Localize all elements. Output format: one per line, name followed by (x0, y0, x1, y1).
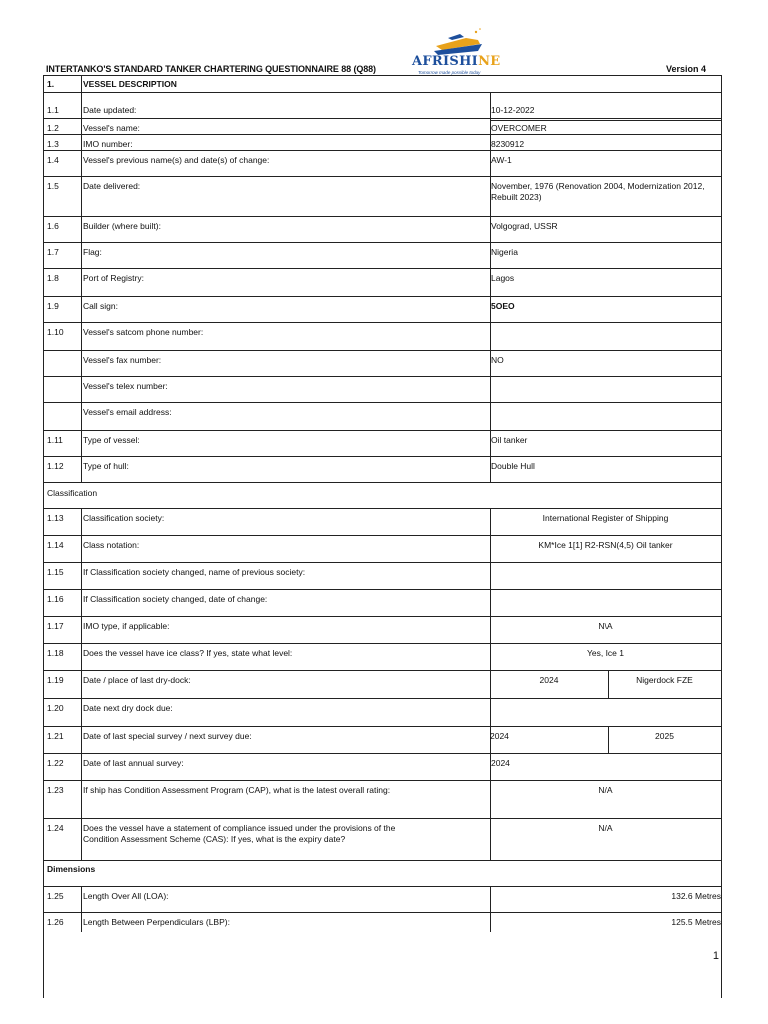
table-column-rule (81, 322, 82, 350)
table-column-rule (490, 589, 491, 616)
row-number: 1.23 (47, 785, 64, 795)
table-column-rule (721, 75, 722, 998)
row-label: Type of hull: (83, 461, 129, 471)
table-column-rule (81, 726, 82, 753)
table-column-rule (81, 430, 82, 456)
table-column-rule (81, 535, 82, 562)
row-number: 1.24 (47, 823, 64, 833)
row-number: 1.14 (47, 540, 64, 550)
row-number: 1.10 (47, 327, 64, 337)
row-number: 1.18 (47, 648, 64, 658)
dimensions-heading: Dimensions (47, 864, 96, 874)
table-rule (43, 150, 721, 151)
row-label: Vessel's satcom phone number: (83, 327, 204, 337)
row-value: KM*Ice 1[1] R2-RSN(4,5) Oil tanker (538, 540, 673, 550)
table-rule (43, 430, 721, 431)
row-label: Length Over All (LOA): (83, 891, 169, 901)
row-value: Nigeria (491, 247, 518, 257)
row-label: Date of last special survey / next survey due: (83, 731, 252, 741)
table-column-rule (490, 698, 491, 726)
logo-wordmark: AFRISHINE (412, 54, 501, 69)
row-value: 2024 (539, 675, 559, 685)
row-label: Date / place of last dry-dock: (83, 675, 191, 685)
row-number: 1.5 (47, 181, 59, 191)
row-number: 1.25 (47, 891, 64, 901)
table-column-rule (81, 92, 82, 118)
row-number: 1.21 (47, 731, 64, 741)
row-label: Date delivered: (83, 181, 141, 191)
row-label: Vessel's telex number: (83, 381, 168, 391)
row-label: Flag: (83, 247, 102, 257)
table-rule (43, 616, 721, 617)
row-value: OVERCOMER (491, 123, 547, 133)
table-column-rule (81, 753, 82, 780)
row-number: 1.19 (47, 675, 64, 685)
table-rule (43, 886, 721, 887)
table-column-rule (490, 322, 491, 350)
row-value: 2024 (490, 731, 509, 741)
table-rule (43, 780, 721, 781)
document-title: INTERTANKO'S STANDARD TANKER CHARTERING QUESTIONNAIRE 88 (Q88) (46, 64, 376, 74)
row-value: Double Hull (491, 461, 535, 471)
table-column-rule (81, 643, 82, 670)
table-column-rule (490, 402, 491, 430)
table-column-rule (81, 456, 82, 482)
row-value: NO (491, 355, 504, 365)
table-column-rule (81, 616, 82, 643)
table-rule (43, 242, 721, 243)
row-number: 1.26 (47, 917, 64, 927)
row-value: Yes, Ice 1 (586, 648, 625, 658)
row-number: 1.8 (47, 273, 59, 283)
row-number: 1.11 (47, 435, 63, 445)
row-number: 1.22 (47, 758, 64, 768)
section-title: VESSEL DESCRIPTION (83, 79, 177, 89)
table-rule (43, 860, 721, 861)
table-rule (43, 535, 721, 536)
row-value: Volgograd, USSR (491, 221, 558, 231)
row-label: IMO type, if applicable: (83, 621, 170, 631)
row-number: 1.13 (47, 513, 64, 523)
table-rule (43, 818, 721, 819)
table-column-rule (81, 818, 82, 860)
row-label: Does the vessel have ice class? If yes, state what level: (83, 648, 293, 658)
row-label: Type of vessel: (83, 435, 140, 445)
row-number: 1.15 (47, 567, 64, 577)
row-number: 1.12 (47, 461, 64, 471)
table-rule (43, 456, 721, 457)
row-label: If ship has Condition Assessment Program (CAP), what is the latest overall rating: (83, 785, 391, 795)
row-label: Vessel's name: (83, 123, 140, 133)
row-number: 1.1 (47, 105, 59, 115)
table-column-rule (81, 75, 82, 92)
row-value: N/A (598, 785, 613, 795)
table-column-rule (81, 268, 82, 296)
table-rule (43, 670, 721, 671)
row-number: 1.20 (47, 703, 64, 713)
row-number: 1.7 (47, 247, 59, 257)
row-label: Length Between Perpendiculars (LBP): (83, 917, 230, 927)
row-number: 1.4 (47, 155, 59, 165)
row-label: Vessel's fax number: (83, 355, 162, 365)
row-value-2: 2025 (655, 731, 674, 741)
table-rule (43, 216, 721, 217)
table-rule (43, 562, 721, 563)
table-column-rule (81, 296, 82, 322)
row-label: Date next dry dock due: (83, 703, 173, 713)
page-number: 1 (712, 950, 719, 962)
row-value: 125.5 Metres (671, 917, 721, 927)
row-number: 1.3 (47, 139, 59, 149)
table-column-rule (81, 912, 82, 932)
row-number: 1.9 (47, 301, 59, 311)
row-value: International Register of Shipping (542, 513, 669, 523)
row-label: Vessel's previous name(s) and date(s) of change: (83, 155, 270, 165)
row-label: Call sign: (83, 301, 118, 311)
table-rule (43, 698, 721, 699)
section-number: 1. (47, 79, 55, 89)
row-label: Date of last annual survey: (83, 758, 184, 768)
row-label: Does the vessel have a statement of compliance issued under the provisions of the Condition Assessment Scheme (CAS): If yes, what is the expiry date? (83, 823, 396, 844)
table-rule (43, 350, 721, 351)
table-column-rule (81, 150, 82, 176)
table-rule (43, 402, 721, 403)
table-rule (43, 482, 721, 483)
table-rule (490, 120, 721, 121)
row-label: Builder (where built): (83, 221, 161, 231)
row-value: 8230912 (491, 139, 525, 149)
row-value: 132.6 Metres (671, 891, 721, 901)
row-value: N/A (598, 823, 613, 833)
table-rule (43, 176, 721, 177)
row-value: 10-12-2022 (491, 105, 535, 115)
row-value: AW-1 (491, 155, 512, 165)
table-column-rule (81, 698, 82, 726)
table-rule (43, 376, 721, 377)
classification-heading: Classification (47, 488, 98, 498)
row-label: Date updated: (83, 105, 137, 115)
table-column-rule (81, 402, 82, 430)
row-value: 2024 (491, 758, 510, 768)
table-rule (43, 508, 721, 509)
table-column-rule (81, 242, 82, 268)
table-column-rule (81, 176, 82, 216)
table-rule (43, 726, 721, 727)
row-label: If Classification society changed, date of change: (83, 594, 268, 604)
table-rule (43, 268, 721, 269)
row-value: 5OEO (491, 301, 515, 311)
row-label: Port of Registry: (83, 273, 144, 283)
table-rule (43, 296, 721, 297)
row-value: Oil tanker (491, 435, 528, 445)
logo-tagline: Tomorrow made possible today (418, 70, 481, 75)
table-rule (43, 589, 721, 590)
table-column-rule (490, 562, 491, 589)
table-rule (43, 753, 721, 754)
table-column-rule (81, 508, 82, 535)
table-rule (43, 75, 721, 76)
row-value: N\A (598, 621, 613, 631)
row-label: Classification society: (83, 513, 165, 523)
document-version: Version 4 (665, 64, 706, 74)
table-rule (43, 134, 721, 135)
row-label: If Classification society changed, name of previous society: (83, 567, 306, 577)
row-number: 1.17 (47, 621, 64, 631)
row-value-2: Nigerdock FZE (636, 675, 693, 685)
table-column-rule (81, 589, 82, 616)
table-rule (43, 322, 721, 323)
row-label: Vessel's email address: (83, 407, 172, 417)
row-value: November, 1976 (Renovation 2004, Modernization 2012, Rebuilt 2023) (491, 181, 705, 202)
row-label: Class notation: (83, 540, 140, 550)
table-column-rule (81, 134, 82, 150)
table-rule (43, 643, 721, 644)
row-number: 1.16 (47, 594, 64, 604)
row-value: Lagos (491, 273, 515, 283)
table-column-rule (81, 376, 82, 402)
table-column-rule (81, 118, 82, 134)
table-column-rule (81, 350, 82, 376)
table-column-rule (81, 780, 82, 818)
table-column-rule (81, 886, 82, 912)
row-number: 1.6 (47, 221, 59, 231)
table-column-rule (81, 670, 82, 698)
table-rule (43, 118, 721, 119)
table-column-rule (81, 562, 82, 589)
table-rule (43, 92, 721, 93)
row-number: 1.2 (47, 123, 59, 133)
table-column-rule (490, 376, 491, 402)
row-label: IMO number: (83, 139, 133, 149)
table-column-rule (81, 216, 82, 242)
table-rule (43, 912, 721, 913)
